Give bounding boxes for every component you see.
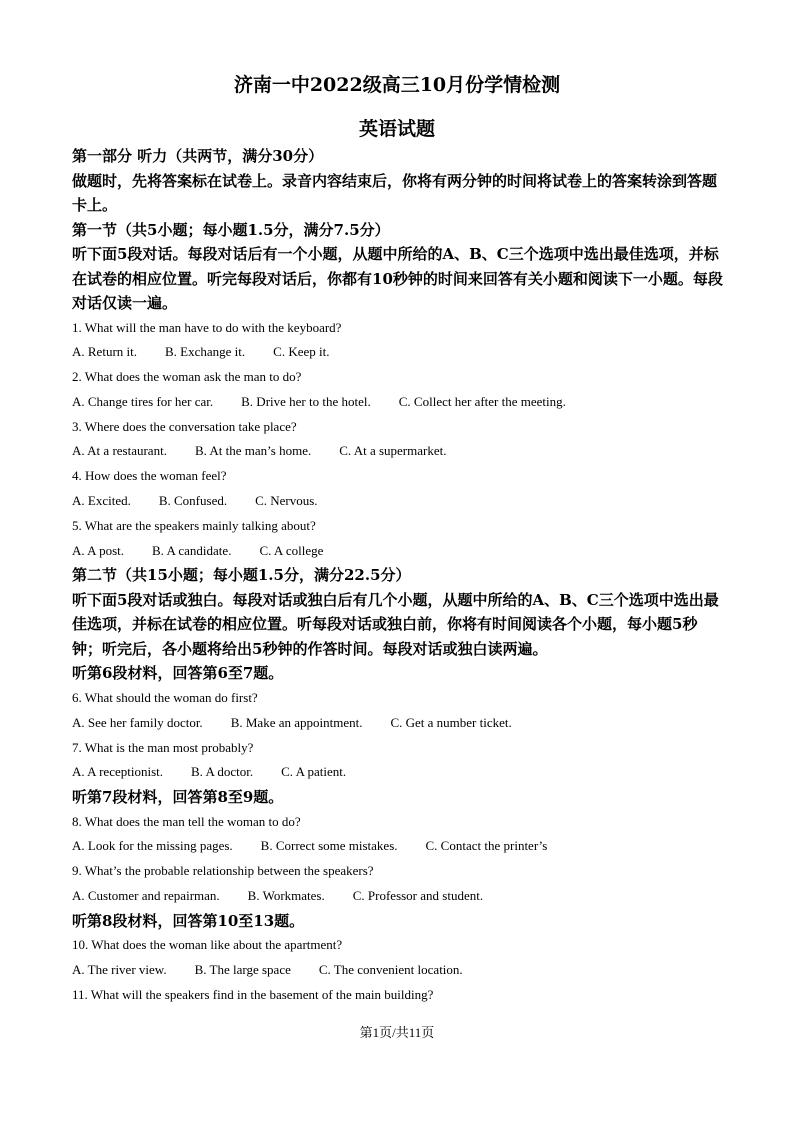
question-options — [72, 539, 727, 564]
question-stem: 2. What does the woman ask the man to do? — [72, 369, 302, 385]
question-stem: 3. Where does the conversation take place? — [72, 418, 297, 434]
question-4 — [72, 464, 727, 514]
option-c: C. The convenient location. — [318, 962, 463, 978]
option-c: C. A college — [259, 542, 324, 558]
option-b: B. At the man’s home. — [194, 443, 312, 459]
question-2 — [72, 365, 727, 415]
option-a: A. Look for the missing pages. — [72, 838, 233, 854]
option-a: A. Excited. — [72, 493, 131, 509]
question-stem: 9. What’s the probable relationship between the speakers? — [72, 863, 374, 879]
question-6 — [72, 686, 727, 736]
question-stem: 1. What will the man have to do with the keyboard? — [72, 319, 342, 335]
group-label: 听第7段材料，回答第8至9题。 — [72, 788, 284, 807]
question-1 — [72, 316, 727, 366]
exam-subtitle: 英语试题 — [358, 118, 435, 140]
section2-heading: 第二节（共15小题；每小题1.5分，满分22.5分） — [72, 566, 411, 585]
question-7 — [72, 736, 727, 786]
question-options — [72, 439, 727, 464]
option-b: B. Correct some mistakes. — [260, 838, 398, 854]
group-label: 听第8段材料，回答第10至13题。 — [72, 911, 305, 930]
option-a: A. At a restaurant. — [72, 443, 167, 459]
option-c: C. Nervous. — [255, 493, 318, 509]
part1-instruction: 做题时，先将答案标在试卷上。录音内容结束后，你将有两分钟的时间将试卷上的答案转涂到答题卡上。 — [72, 171, 718, 214]
option-b: B. Drive her to the hotel. — [241, 393, 371, 409]
question-stem: 11. What will the speakers find in the basement of the main building? — [72, 986, 434, 1002]
option-a: A. See her family doctor. — [72, 714, 203, 730]
question-11 — [72, 983, 727, 1008]
question-stem: 10. What does the woman like about the apartment? — [72, 937, 343, 953]
option-b: B. Make an appointment. — [230, 714, 363, 730]
question-options — [72, 884, 727, 909]
question-stem: 6. What should the woman do first? — [72, 689, 258, 705]
exam-title: 济南一中2022级高三10月份学情检测 — [233, 74, 561, 96]
question-9 — [72, 859, 727, 909]
option-b: B. A doctor. — [191, 764, 254, 780]
question-options — [72, 390, 727, 415]
option-c: C. At a supermarket. — [339, 443, 447, 459]
section2-instruction: 听下面5段对话或独白。每段对话或独白后有几个小题，从题中所给的A、B、C三个选项中选出最佳选项，并标在试卷的相应位置。听每段对话或独白前，你将有时间阅读各个小题，每小题5秒钟；听完后，各小题将给出5秒钟的作答时间。每段对话或独白读两遍。 — [72, 590, 719, 658]
question-stem: 5. What are the speakers mainly talking about? — [72, 517, 316, 533]
option-b: B. Exchange it. — [165, 344, 246, 360]
question-stem: 4. How does the woman feel? — [72, 468, 227, 484]
question-3 — [72, 415, 727, 465]
option-a: A. Return it. — [72, 344, 137, 360]
option-c: C. Get a number ticket. — [390, 714, 512, 730]
option-c: C. Keep it. — [273, 344, 330, 360]
option-b: B. A candidate. — [152, 542, 232, 558]
question-10 — [72, 933, 727, 983]
option-c: C. Professor and student. — [352, 888, 484, 904]
question-options — [72, 340, 727, 365]
question-stem: 8. What does the man tell the woman to do? — [72, 813, 301, 829]
option-b: B. Workmates. — [247, 888, 325, 904]
question-options — [72, 711, 727, 736]
option-c: C. Contact the printer’s — [425, 838, 548, 854]
option-a: A. The river view. — [72, 962, 167, 978]
question-options — [72, 958, 727, 983]
option-a: A. A receptionist. — [72, 764, 163, 780]
option-b: B. Confused. — [158, 493, 228, 509]
question-stem: 7. What is the man most probably? — [72, 739, 254, 755]
option-a: A. A post. — [72, 542, 125, 558]
section1-heading: 第一节（共5小题；每小题1.5分，满分7.5分） — [72, 220, 390, 239]
group-label: 听第6段材料，回答第6至7题。 — [72, 664, 284, 683]
question-8 — [72, 810, 727, 860]
question-options — [72, 760, 727, 785]
option-a: A. Customer and repairman. — [72, 888, 220, 904]
part1-heading: 第一部分 听力（共两节，满分30分） — [72, 147, 324, 165]
question-options — [72, 489, 727, 514]
question-options — [72, 834, 727, 859]
page-number: 第1页/共11页 — [359, 1025, 435, 1040]
option-c: C. A patient. — [281, 764, 347, 780]
question-5 — [72, 514, 727, 564]
option-a: A. Change tires for her car. — [72, 393, 214, 409]
option-b: B. The large space — [194, 962, 291, 978]
section1-instruction: 听下面5段对话。每段对话后有一个小题，从题中所给的A、B、C三个选项中选出最佳选项，并标在试卷的相应位置。听完每段对话后，你都有10秒钟的时间来回答有关小题和阅读下一小题。每段对话仅读一遍。 — [72, 245, 723, 312]
option-c: C. Collect her after the meeting. — [398, 393, 566, 409]
exam-body — [72, 144, 727, 1008]
